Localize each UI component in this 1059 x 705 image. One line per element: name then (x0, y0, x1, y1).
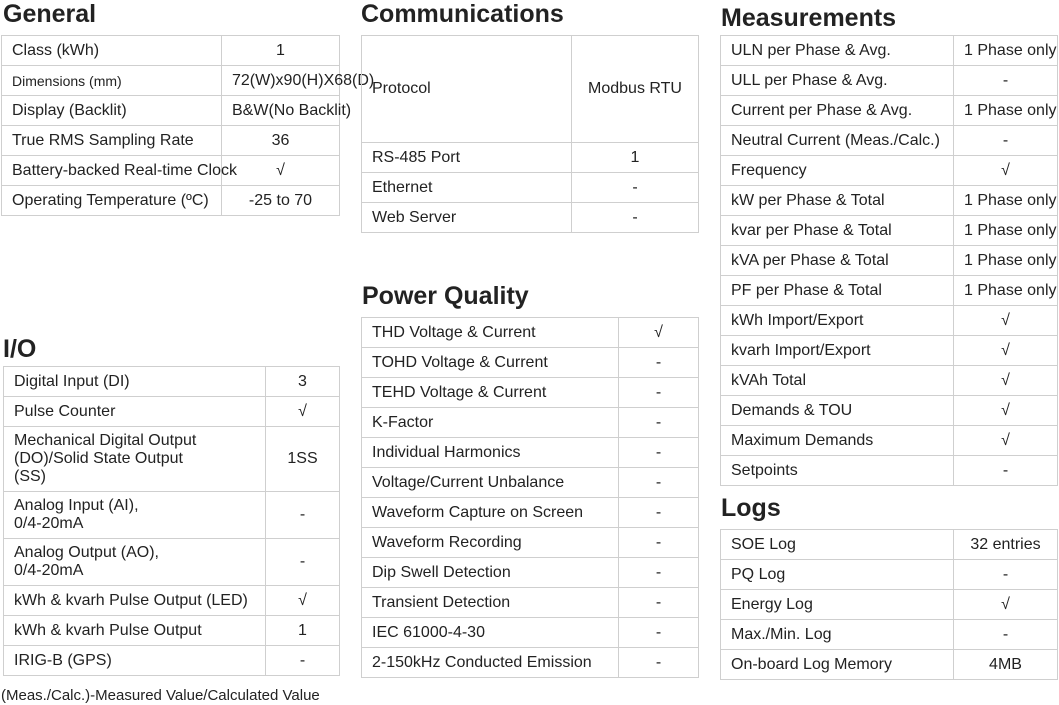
table-row (362, 203, 699, 233)
row-label: kW per Phase & Total (721, 186, 954, 216)
row-value: - (266, 539, 340, 586)
row-value: - (619, 348, 699, 378)
row-value: -25 to 70 (222, 186, 340, 216)
row-label: True RMS Sampling Rate (2, 126, 222, 156)
row-value: - (619, 378, 699, 408)
row-label: Demands & TOU (721, 396, 954, 426)
communications-table (361, 35, 699, 233)
table-row (4, 492, 340, 539)
row-value: √ (954, 590, 1058, 620)
row-value: 3 (266, 367, 340, 397)
general-title: General (3, 0, 97, 28)
table-row (721, 36, 1058, 66)
table-row (362, 648, 699, 678)
row-value: 4MB (954, 650, 1058, 680)
row-value: - (619, 438, 699, 468)
table-row (362, 378, 699, 408)
row-value: 1 Phase only (954, 186, 1058, 216)
row-value: - (619, 648, 699, 678)
row-value: √ (954, 156, 1058, 186)
table-row (4, 397, 340, 427)
table-row (721, 650, 1058, 680)
row-value: - (619, 558, 699, 588)
row-label: Ethernet (362, 173, 572, 203)
row-value: 72(W)x90(H)X68(D) (222, 66, 340, 96)
table-row (362, 348, 699, 378)
row-label: kWh & kvarh Pulse Output (4, 616, 266, 646)
row-label: Max./Min. Log (721, 620, 954, 650)
row-label: Pulse Counter (4, 397, 266, 427)
row-value: 1 Phase only (954, 246, 1058, 276)
row-value: - (619, 618, 699, 648)
table-row (721, 396, 1058, 426)
row-label: Current per Phase & Avg. (721, 96, 954, 126)
table-row (721, 366, 1058, 396)
row-label: kvar per Phase & Total (721, 216, 954, 246)
row-label: Neutral Current (Meas./Calc.) (721, 126, 954, 156)
table-row (362, 558, 699, 588)
table-row (2, 156, 340, 186)
table-row (2, 186, 340, 216)
power-quality-title: Power Quality (362, 282, 529, 310)
row-label: Dip Swell Detection (362, 558, 619, 588)
logs-title: Logs (721, 494, 781, 522)
row-value: 1 Phase only (954, 276, 1058, 306)
table-row (721, 620, 1058, 650)
table-row (4, 586, 340, 616)
row-value: 1 (222, 36, 340, 66)
row-value: 1 (266, 616, 340, 646)
row-value: B&W(No Backlit) (222, 96, 340, 126)
table-row (362, 143, 699, 173)
row-value: √ (954, 336, 1058, 366)
row-value: - (619, 498, 699, 528)
table-row (4, 616, 340, 646)
row-label: TOHD Voltage & Current (362, 348, 619, 378)
row-value: √ (222, 156, 340, 186)
table-row (721, 96, 1058, 126)
row-value: 1 Phase only (954, 96, 1058, 126)
row-value: √ (954, 306, 1058, 336)
row-label: Voltage/Current Unbalance (362, 468, 619, 498)
row-value: - (619, 588, 699, 618)
table-row (721, 530, 1058, 560)
row-label: RS-485 Port (362, 143, 572, 173)
row-label: kWh & kvarh Pulse Output (LED) (4, 586, 266, 616)
table-row (721, 426, 1058, 456)
row-value: - (266, 492, 340, 539)
table-row (2, 96, 340, 126)
measurements-title: Measurements (721, 4, 897, 32)
row-label: Digital Input (DI) (4, 367, 266, 397)
row-value: - (954, 456, 1058, 486)
table-row (362, 528, 699, 558)
row-label: Protocol (362, 36, 572, 143)
table-row (721, 156, 1058, 186)
row-label: PQ Log (721, 560, 954, 590)
row-label: Waveform Recording (362, 528, 619, 558)
row-label: THD Voltage & Current (362, 318, 619, 348)
io-table (3, 366, 340, 676)
row-label: Maximum Demands (721, 426, 954, 456)
row-value: 32 entries (954, 530, 1058, 560)
io-title: I/O (3, 335, 37, 363)
row-label: Class (kWh) (2, 36, 222, 66)
row-value: 1 Phase only (954, 36, 1058, 66)
row-label: Analog Input (AI), 0/4-20mA (4, 492, 266, 539)
row-value: Modbus RTU (572, 36, 699, 143)
table-row (721, 186, 1058, 216)
table-row (2, 66, 340, 96)
row-label: Setpoints (721, 456, 954, 486)
row-value: 36 (222, 126, 340, 156)
table-row (362, 36, 699, 143)
measurements-table (720, 35, 1058, 486)
table-row (4, 427, 340, 492)
footnote: (Meas./Calc.)-Measured Value/Calculated Value (1, 687, 320, 704)
row-label: On-board Log Memory (721, 650, 954, 680)
row-label: Individual Harmonics (362, 438, 619, 468)
row-value: - (572, 203, 699, 233)
row-label: IEC 61000-4-30 (362, 618, 619, 648)
row-value: - (954, 66, 1058, 96)
table-row (721, 216, 1058, 246)
row-value: 1 Phase only (954, 216, 1058, 246)
row-value: - (954, 126, 1058, 156)
table-row (362, 438, 699, 468)
row-label: K-Factor (362, 408, 619, 438)
row-label: kVAh Total (721, 366, 954, 396)
table-row (2, 36, 340, 66)
row-value: 1 (572, 143, 699, 173)
row-label: kWh Import/Export (721, 306, 954, 336)
communications-title: Communications (361, 0, 564, 28)
table-row (721, 126, 1058, 156)
table-row (4, 367, 340, 397)
table-row (721, 560, 1058, 590)
row-value: - (954, 620, 1058, 650)
row-label: PF per Phase & Total (721, 276, 954, 306)
table-row (721, 306, 1058, 336)
row-label: Transient Detection (362, 588, 619, 618)
power-quality-table (361, 317, 699, 678)
table-row (362, 618, 699, 648)
row-value: √ (954, 396, 1058, 426)
general-table (1, 35, 375, 216)
row-label: Energy Log (721, 590, 954, 620)
table-row (362, 498, 699, 528)
row-value: 1SS (266, 427, 340, 492)
row-value: - (266, 646, 340, 676)
row-value: √ (619, 318, 699, 348)
table-row (362, 408, 699, 438)
row-label: ULL per Phase & Avg. (721, 66, 954, 96)
table-row (4, 646, 340, 676)
row-label: Mechanical Digital Output (DO)/Solid State Output (SS) (4, 427, 266, 492)
row-label: 2-150kHz Conducted Emission (362, 648, 619, 678)
logs-table (720, 529, 1058, 680)
row-label: kvarh Import/Export (721, 336, 954, 366)
table-row (362, 468, 699, 498)
row-label: Analog Output (AO), 0/4-20mA (4, 539, 266, 586)
row-value: - (619, 468, 699, 498)
row-label: Waveform Capture on Screen (362, 498, 619, 528)
row-label: TEHD Voltage & Current (362, 378, 619, 408)
row-label: Web Server (362, 203, 572, 233)
row-value: - (572, 173, 699, 203)
row-label: ULN per Phase & Avg. (721, 36, 954, 66)
row-label: SOE Log (721, 530, 954, 560)
row-value: √ (266, 586, 340, 616)
table-row (362, 173, 699, 203)
row-value: √ (266, 397, 340, 427)
table-row (362, 588, 699, 618)
table-row (4, 539, 340, 586)
row-label: Frequency (721, 156, 954, 186)
row-label: IRIG-B (GPS) (4, 646, 266, 676)
row-label: Display (Backlit) (2, 96, 222, 126)
row-value: √ (954, 426, 1058, 456)
table-row (721, 590, 1058, 620)
row-label: kVA per Phase & Total (721, 246, 954, 276)
row-label: Operating Temperature (ºC) (2, 186, 222, 216)
row-value: - (619, 408, 699, 438)
table-row (721, 456, 1058, 486)
row-value: - (954, 560, 1058, 590)
row-value: - (619, 528, 699, 558)
table-row (2, 126, 340, 156)
row-label: Battery-backed Real-time Clock (2, 156, 222, 186)
table-row (721, 246, 1058, 276)
row-value: √ (954, 366, 1058, 396)
table-row (721, 276, 1058, 306)
table-row (721, 336, 1058, 366)
table-row (721, 66, 1058, 96)
table-row (362, 318, 699, 348)
row-label: Dimensions (mm) (2, 66, 222, 96)
